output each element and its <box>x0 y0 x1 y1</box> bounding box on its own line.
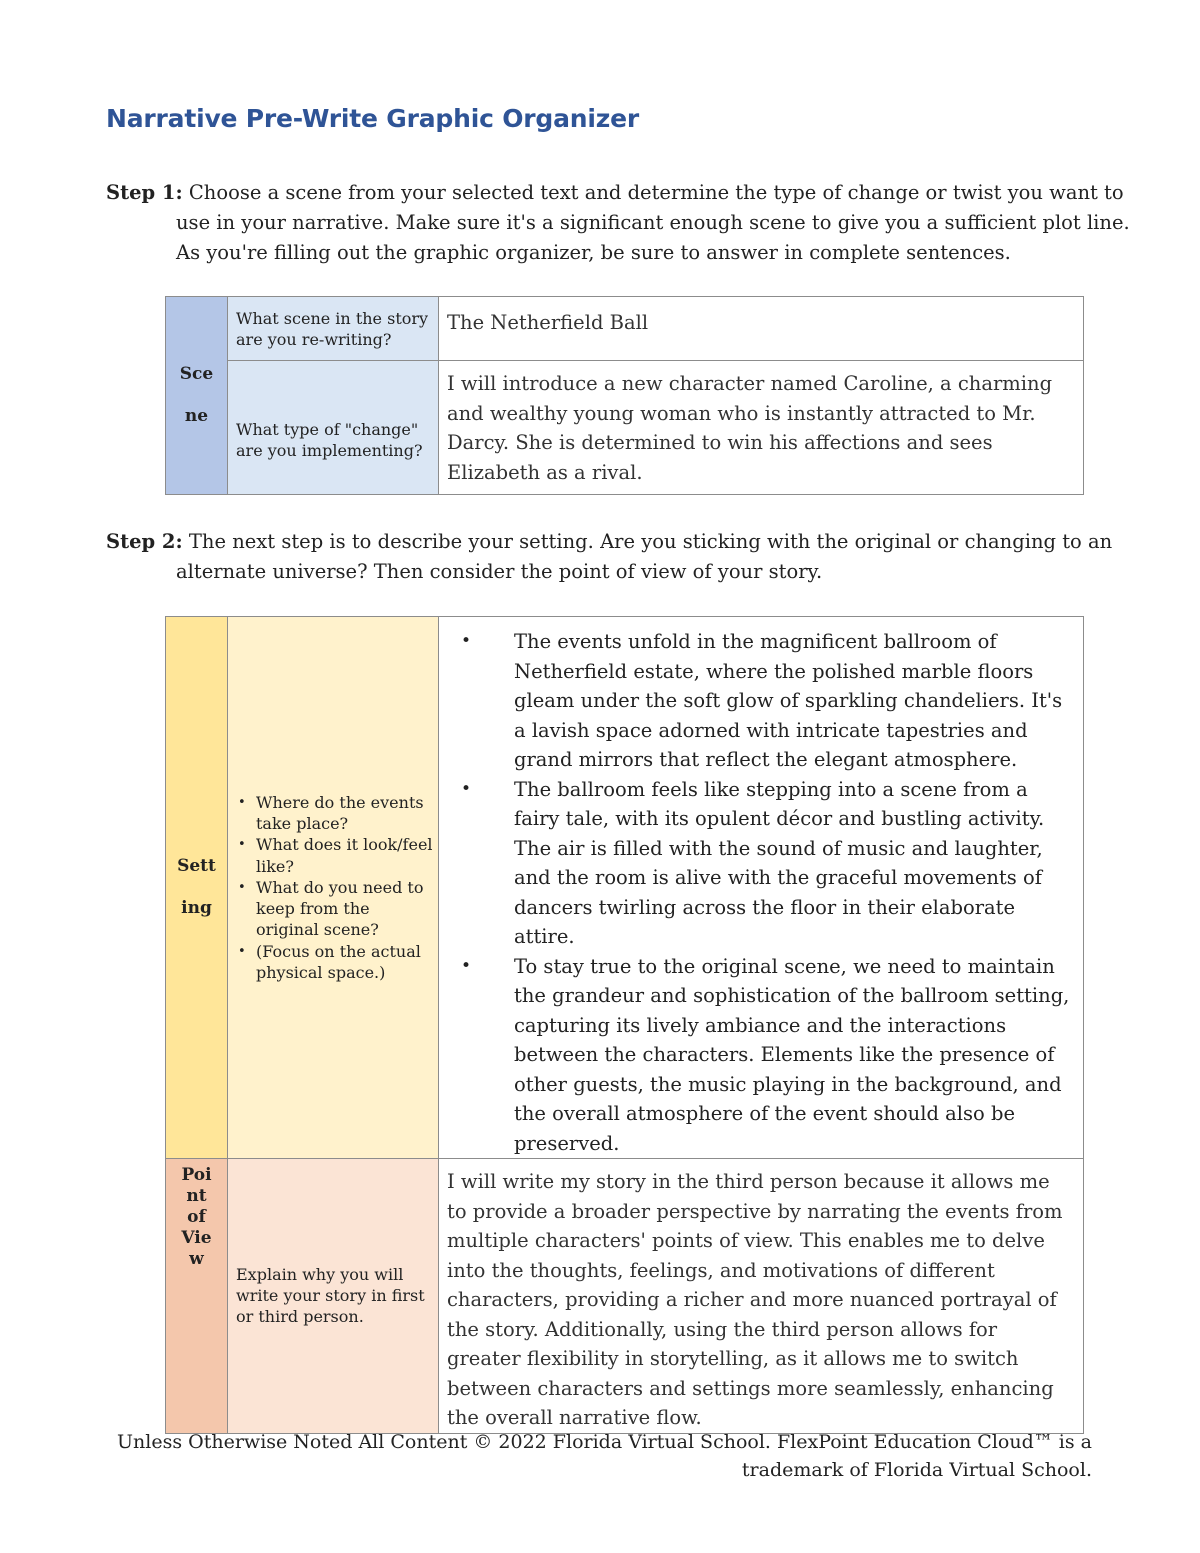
scene-side-label-bottom: ne <box>184 406 209 426</box>
setting-answers <box>439 617 1084 1159</box>
setting-question-item: • Where do the events take place? <box>238 792 434 835</box>
step-1-text-line-2: use in your narrative. Make sure it's a significant enough scene to give you a sufficient plot line. <box>176 211 1130 234</box>
pov-side-label-line: Vie <box>181 1228 212 1248</box>
setting-answer-item: • The ballroom feels like stepping into a scene from a fairy tale, with its opulent décor and bustling activity. The air is filled with the sound of music and laughter, and the room is alive with the graceful movements of dancers twirling across the floor in their elaborate attire. <box>439 775 1083 952</box>
scene-answer-2: I will introduce a new character named Caroline, a charming and wealthy young woman who is instantly attracted to Mr. Darcy. She is determined to win his affections and sees Elizabeth as a rival. <box>439 361 1084 495</box>
pov-answer: I will write my story in the third person because it allows me to provide a broader perspective by narrating the events from multiple characters' points of view. This enables me to delve into the thoughts, feelings, and motivations of different characters, providing a richer and more nuanced portrayal of the story. Additionally, using the third person allows for greater flexibility in storytelling, as it allows me to switch between characters and settings more seamlessly, enhancing the overall narrative flow. <box>439 1159 1084 1434</box>
scene-side-label <box>166 297 228 495</box>
footer-line-1: Unless Otherwise Noted All Content © 2022 Florida Virtual School. FlexPoint Education Cloud™ is a <box>117 1431 1092 1453</box>
step-1-label: Step 1: <box>106 181 183 204</box>
step-2-text-line-1: The next step is to describe your setting. Are you sticking with the original or changing to an <box>188 530 1113 553</box>
scene-answer-1: The Netherfield Ball <box>439 297 1084 361</box>
pov-side-label-line: of <box>187 1207 206 1227</box>
pov-side-label <box>166 1159 228 1434</box>
copyright-footer <box>92 1428 1092 1484</box>
pov-side-label-line: w <box>189 1249 204 1269</box>
pov-question: Explain why you will write your story in first or third person. <box>228 1159 439 1434</box>
step-2-text-line-2: alternate universe? Then consider the point of view of your story. <box>176 560 823 583</box>
footer-line-2: trademark of Florida Virtual School. <box>741 1459 1092 1481</box>
step-2-label: Step 2: <box>106 530 183 553</box>
setting-answer-item: • The events unfold in the magnificent ballroom of Netherfield estate, where the polished marble floors gleam under the soft glow of sparkling chandeliers. It's a lavish space adorned with intricate tapestries and grand mirrors that reflect the elegant atmosphere. <box>439 627 1083 775</box>
setting-question-item: • What do you need to keep from the original scene? <box>238 877 434 941</box>
step-1-text-line-3: As you're filling out the graphic organizer, be sure to answer in complete sentences. <box>176 241 1011 264</box>
pov-side-label-line: Poi <box>181 1165 212 1185</box>
scene-question-1: What scene in the story are you re-writing? <box>228 297 439 361</box>
scene-question-2: What type of "change" are you implementing? <box>228 361 439 495</box>
setting-question-item: • (Focus on the actual physical space.) <box>238 941 434 984</box>
setting-question-item: • What does it look/feel like? <box>238 834 434 877</box>
pov-side-label-line: nt <box>186 1186 207 1206</box>
page-title: Narrative Pre-Write Graphic Organizer <box>106 104 639 133</box>
step-1-instructions <box>106 178 1130 268</box>
setting-answer-item: • To stay true to the original scene, we need to maintain the grandeur and sophistication of the ballroom setting, capturing its lively ambiance and the interactions between the characters. Elements like the presence of other guests, the music playing in the background, and the overall atmosphere of the event should also be preserved. <box>439 952 1083 1159</box>
setting-side-label-bottom: ing <box>181 898 212 918</box>
scene-table <box>165 296 1084 495</box>
setting-side-label <box>166 617 228 1159</box>
setting-side-label-top: Sett <box>177 856 216 876</box>
setting-questions <box>228 617 439 1159</box>
step-1-text-line-1: Choose a scene from your selected text and determine the type of change or twist you want to <box>188 181 1124 204</box>
scene-side-label-top: Sce <box>179 364 214 384</box>
step-2-instructions <box>106 527 1113 587</box>
setting-pov-table <box>165 616 1084 1434</box>
